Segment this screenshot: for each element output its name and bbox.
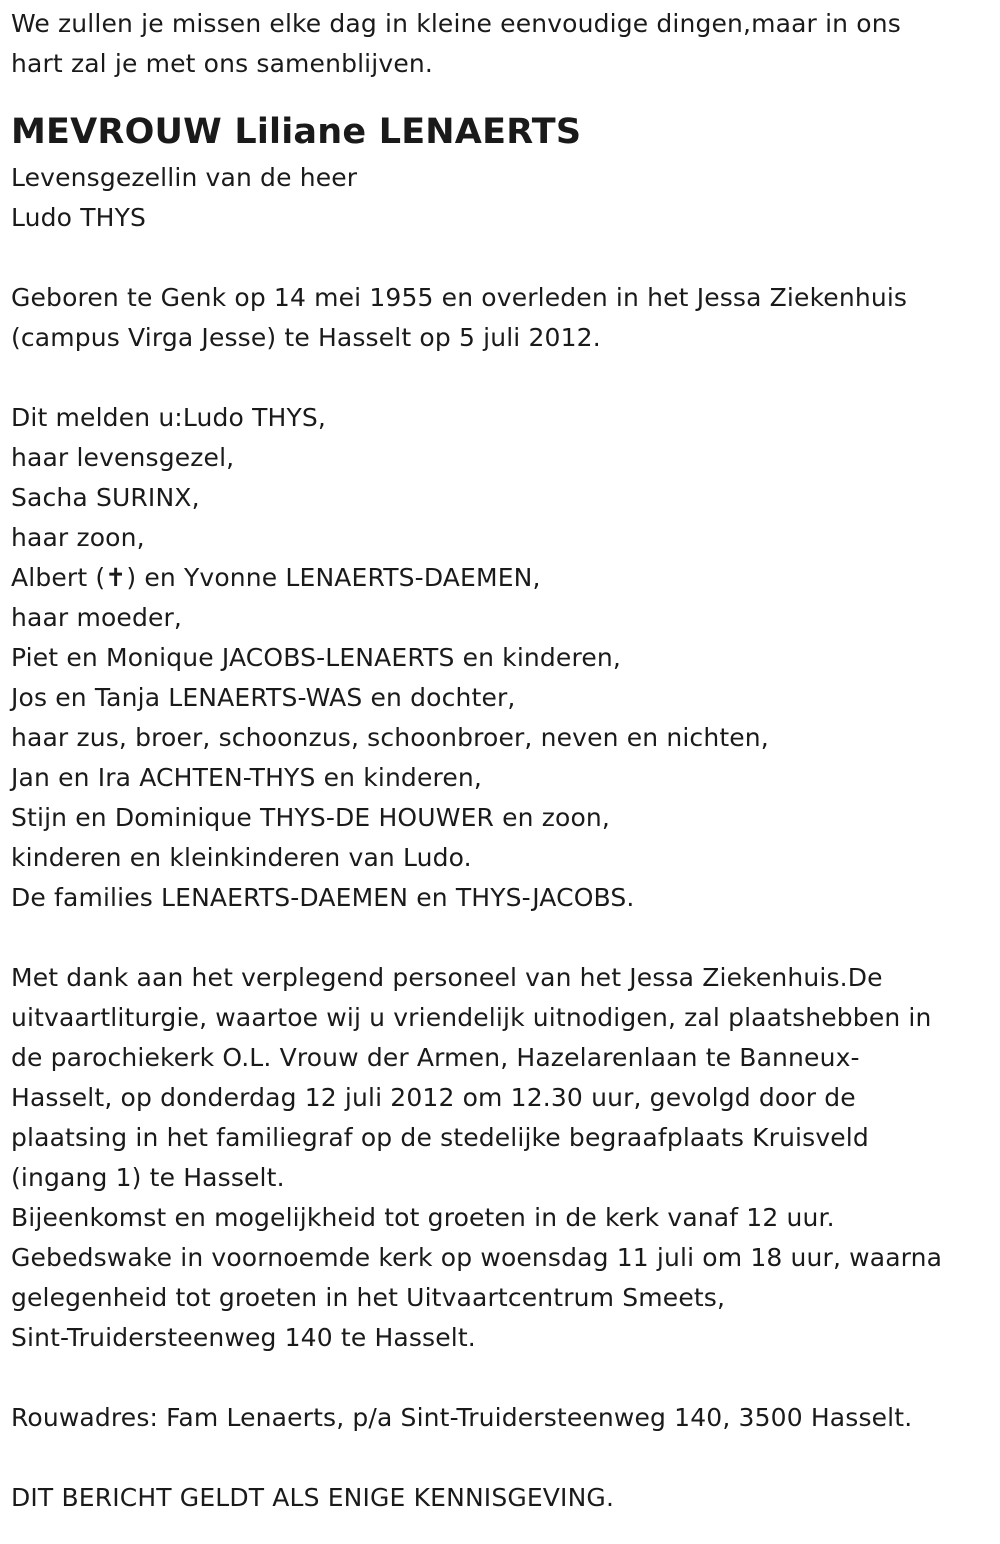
ceremony-line: uitvaartliturgie, waartoe wij u vriendelijk uitnodigen, zal plaatshebben in xyxy=(11,1003,932,1032)
family-line: Jan en Ira ACHTEN-THYS en kinderen, xyxy=(11,763,482,792)
ceremony-line: de parochiekerk O.L. Vrouw der Armen, Hazelarenlaan te Banneux- xyxy=(11,1043,860,1072)
family-line: haar zus, broer, schoonzus, schoonbroer, neven en nichten, xyxy=(11,723,769,752)
family-line: Jos en Tanja LENAERTS-WAS en dochter, xyxy=(11,683,516,712)
mourning-address-line: Rouwadres: Fam Lenaerts, p/a Sint-Truidersteenweg 140, 3500 Hasselt. xyxy=(11,1403,913,1432)
family-line: Stijn en Dominique THYS-DE HOUWER en zoon, xyxy=(11,803,611,832)
intro-line: We zullen je missen elke dag in kleine eenvoudige dingen,maar in ons xyxy=(11,9,901,38)
ceremony-line: Met dank aan het verplegend personeel van het Jessa Ziekenhuis.De xyxy=(11,963,883,992)
ceremony-line: (ingang 1) te Hasselt. xyxy=(11,1163,285,1192)
ceremony-line: plaatsing in het familiegraf op de stedelijke begraafplaats Kruisveld xyxy=(11,1123,869,1152)
ceremony-line: gelegenheid tot groeten in het Uitvaartcentrum Smeets, xyxy=(11,1283,726,1312)
deceased-name: MEVROUW Liliane LENAERTS xyxy=(11,112,582,152)
family-line: Dit melden u:Ludo THYS, xyxy=(11,403,326,432)
mourning-address xyxy=(11,1398,988,1438)
intro-line: hart zal je met ons samenblijven. xyxy=(11,49,433,78)
birth-death-line: Geboren te Genk op 14 mei 1955 en overleden in het Jessa Ziekenhuis xyxy=(11,283,908,312)
intro-quote xyxy=(11,4,988,84)
ceremony-line: Gebedswake in voornoemde kerk op woensdag 11 juli om 18 uur, waarna xyxy=(11,1243,943,1272)
family-line: De families LENAERTS-DAEMEN en THYS-JACOBS. xyxy=(11,883,635,912)
family-line: Piet en Monique JACOBS-LENAERTS en kinderen, xyxy=(11,643,621,672)
partner-line: Levensgezellin van de heer xyxy=(11,163,358,192)
family-line: Albert (✝) en Yvonne LENAERTS-DAEMEN, xyxy=(11,563,541,592)
ceremony-line: Hasselt, op donderdag 12 juli 2012 om 12.30 uur, gevolgd door de xyxy=(11,1083,856,1112)
ceremony-line: Sint-Truidersteenweg 140 te Hasselt. xyxy=(11,1323,476,1352)
birth-death-info xyxy=(11,278,988,358)
birth-death-line: (campus Virga Jesse) te Hasselt op 5 juli 2012. xyxy=(11,323,601,352)
family-line: haar zoon, xyxy=(11,523,145,552)
notice-line: DIT BERICHT GELDT ALS ENIGE KENNISGEVING. xyxy=(11,1483,615,1512)
ceremony-info xyxy=(11,958,988,1358)
ceremony-line: Bijeenkomst en mogelijkheid tot groeten in de kerk vanaf 12 uur. xyxy=(11,1203,835,1232)
partner-line: Ludo THYS xyxy=(11,203,147,232)
family-line: haar levensgezel, xyxy=(11,443,235,472)
family-line: kinderen en kleinkinderen van Ludo. xyxy=(11,843,472,872)
notice xyxy=(11,1478,988,1518)
partner-info xyxy=(11,158,988,238)
family-line: Sacha SURINX, xyxy=(11,483,200,512)
family-list xyxy=(11,398,988,918)
family-line: haar moeder, xyxy=(11,603,183,632)
